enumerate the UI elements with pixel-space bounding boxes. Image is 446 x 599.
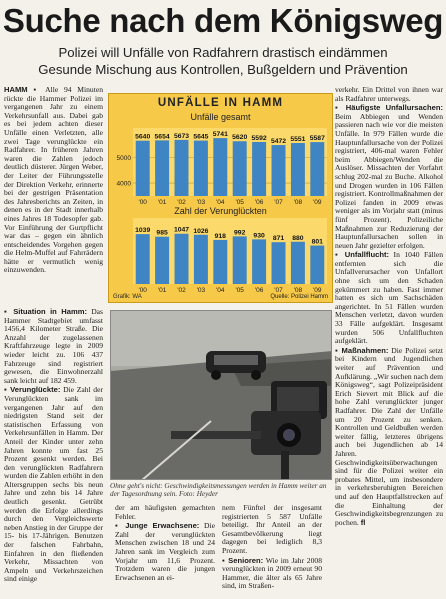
bar [175, 140, 189, 196]
x-tick-label: '01 [157, 287, 167, 294]
subheading: Junge Erwachsene: [125, 521, 200, 531]
chart-svg [109, 94, 334, 304]
paragraph: HAMM ▪ Alle 94 Minuten rückte die Hammer Polizei im vergangenen Jahr zu einem Verkehrsunfall aus. Dabei gab es bei jedem achten dieser Unfälle einen Verletzten, alle zwei Tage verunglückte ein Radfahrer. In früheren Jahren waren die Zahlen jedoch deutlich düsterer. Jürgen Weber, der Leiter der Führungsstelle der Direktion Verkehr, erinnerte bei der gestrigen Präsentation des Jahresberichts an Zeiten, in denen es in der Stadt innerhalb eines Jahres 18 Todesopfer gab. Vor Einführung der Gurtpflicht war das – gegen ein ähnlich entscheidendes Vorgehen gegen die Helm-Muffel auf Fahrrädern hätte er vermutlich wenig einzuwenden. [4, 85, 103, 275]
paragraph-text: Das Hammer Stadtgebiet umfasst 1456,4 Kilometer Straße. Die Anzahl der zugelassenen Kraftfahrzeuge legte in 2009 wieder leicht zu. 106 437 Fahrzeuge sind registriert gewesen, die Einwohnerzahl sank leicht auf 182 459. [4, 307, 103, 385]
bar-value-label: 918 [214, 232, 226, 240]
paragraph-text: In 1040 Fällen entfernten sich die Unfallverursacher von Unfallort ohne sich um den Schaden gekümmert zu haben. Fast immer hatten es sich um Sachschäden angerichtet. In 51 Fällen wurden Menschen verletzt, davon wurden 33 Fälle aufgeklärt. Insgesamt wurden 506 Unfallfluchten aufgeklärt. [335, 250, 444, 346]
subheading: Senioren: [228, 555, 264, 565]
x-tick-label: '02 [177, 287, 186, 294]
x-tick-label: '01 [157, 199, 167, 206]
paragraph: ▪ Junge Erwachsene: Die Zahl der verunglückten Menschen zwischen 18 und 24 Jahren sank im Vergleich zum Vorjahr um 11,6 Prozent. Trotzdem waren die jungen Erwachsenen an ei- [115, 521, 215, 582]
subheading: Häufigste Unfallursachen: [345, 103, 443, 113]
x-tick-label: '09 [313, 199, 322, 206]
photo-speed-camera [110, 310, 332, 480]
x-tick-label: '03 [196, 199, 206, 206]
paragraph [335, 86, 443, 103]
bar-value-label: 5645 [193, 133, 209, 141]
bar [233, 141, 247, 196]
x-tick-label: '06 [254, 199, 264, 206]
bar [310, 142, 324, 196]
bar [155, 237, 169, 284]
paragraph-text: der am häufigsten gemachten Fehler. [115, 503, 215, 521]
column-4 [335, 86, 443, 528]
bar-value-label: 871 [272, 235, 285, 243]
y-tick-label: 5000 [116, 154, 131, 162]
x-tick-label: '03 [196, 287, 206, 294]
x-tick-label: '06 [254, 287, 264, 294]
bar-value-label: 5673 [173, 132, 190, 140]
x-tick-label: '04 [216, 287, 225, 294]
bar [155, 140, 169, 196]
subheading: Verunglückte: [10, 385, 61, 395]
subheading: Maßnahmen: [341, 345, 389, 355]
bar-value-label: 1047 [173, 226, 190, 234]
chart-source: Quelle: Polizei Hamm [270, 294, 328, 300]
paragraph-text: Wie im Jahr 2008 verunglückten in 2009 erneut 90 Hammer, die älter als 65 Jahre sind, im Straßen- [222, 555, 322, 591]
bar-value-label: 5472 [270, 138, 287, 146]
paragraph-text: verkehr. Ein Drittel von ihnen war als Radfahrer unterwegs. [335, 85, 443, 103]
subhead-line-2: Gesunde Mischung aus Kontrollen, Bußgeldern und Prävention [38, 62, 408, 77]
bar [291, 143, 305, 196]
paragraph [115, 504, 215, 521]
bar-value-label: 5587 [309, 135, 325, 143]
bar-value-label: 5640 [135, 133, 151, 141]
chart-credit: Grafik: WA [113, 294, 142, 300]
paragraph-text: nem Fünftel der insgesamt registrierten 5 587 Unfälle beteiligt. Ihr Anteil an der Gesamtbevölkerung liegt dagegen bei lediglich 8,3 Prozent. [222, 503, 322, 555]
column-1 [4, 86, 103, 276]
paragraph: ▪ Häufigste Unfallursachen: Beim Abbiegen und Wenden passieren nach wie vor die meisten Unfälle. In 979 Fällen wurde die Hauptunfallursache von der Polizei registriert, 406-mal waren Fehler beim Abbiegen/Wenden die Auslöser. Missachten der Vorfahrt schlug 202-mal zu Buche. Alkohol und Drogen wurden in 106 Fällen registriert. Kontrollmaßnahmen der Polizei fanden in 2009 etwas weniger als im Vorjahr statt (minus fünf Prozent). Polizeiliche Maßnahmen zur Reduzierung der Hauptunfallursachen sollen in neuen Jahr gezielter erfolgen. [335, 103, 443, 250]
subheading: Situation in Hamm: [13, 307, 87, 316]
bar [213, 138, 227, 196]
bar [213, 240, 227, 284]
bar-value-label: 930 [253, 232, 265, 240]
paragraph: ▪ Verunglückte: Die Zahl der Verunglückten sank im vergangenen Jahr auf den niedrigsten Stand seit der statistischen Erfassung von Verkehrsunfällen in Hamm. Der Anteil der Kinder unter zehn Jahren konnte um fast 25 Prozent gesenkt werden. Bei den verunglückten Radfahrern wurden die Zahlen erhöht in den Altersgruppen sechs bis neun Jahre und zehn bis 14 Jahre deutlich gesenkt. Getrübt werden die Erfolge allerdings durch den Vergleichswerte neben Anstieg in der Gruppe der 15- bis 17-Jährigen. Benutzen der falschen Fahrbahn, Einfahren in den fließenden Verkehr, Missachten von Ampeln und Verkehrszeichen sind einige [4, 385, 103, 584]
bar-value-label: 801 [311, 238, 323, 246]
bar [233, 236, 247, 284]
bar-value-label: 5620 [232, 134, 248, 142]
chart-footer [113, 294, 328, 300]
subhead [0, 44, 446, 78]
bar [194, 141, 208, 196]
dateline: HAMM [4, 85, 28, 94]
bar-value-label: 992 [234, 229, 246, 237]
paragraph-text: Die Zahl der verunglückten Menschen zwischen 18 und 24 Jahren sank im Vergleich zum Vorjahr um 11,6 Prozent. Trotzdem waren die jungen Erwachsenen an ei- [115, 521, 215, 582]
bar [136, 234, 150, 284]
subheading: Unfallflucht: [344, 250, 390, 260]
paragraph: ▪ Senioren: Wie im Jahr 2008 verunglückten in 2009 erneut 90 Hammer, die älter als 65 Jahre sind, im Straßen- [222, 555, 322, 591]
column-2-bottom [115, 504, 215, 583]
bar [310, 246, 324, 284]
y-tick-label: 4000 [116, 180, 131, 188]
x-tick-label: '07 [274, 287, 283, 294]
bar-value-label: 5592 [251, 134, 267, 142]
x-tick-label: '04 [216, 199, 225, 206]
paragraph-text: Die Polizei setzt bei Kindern und Jugendlichen weiter auf Prävention und Aufklärung. „Wir suchen nach dem Königsweg“, sagt Polizeipräsident Erich Sievert mit Blick auf die hohe Zahl verunglückter junger Radfahrer. Die Zahl der Unfälle um 20 Prozent zu senken. Kontrollen und Geldbußen werden weiter fällig, letzteres übrigens auch bei Jugendlichen ab 14 Jahren. Geschwindigkeitsüberwachungen sind für die Polizei weiter ein probates Mittel, um insbesondere in verkehrsberuhigten Bereichen und auf den Hauptfallstrecken auf die Einhaltung der Geschwindigkeitsbegrenzungen zu pochen. [335, 345, 443, 527]
x-tick-label: '02 [177, 199, 186, 206]
accident-chart [108, 93, 333, 303]
photo-caption: Ohne geht's nicht: Geschwindigkeitsmessungen werden in Hamm weiter an der Tagesordnung sein. Foto: Heyder [110, 482, 327, 499]
author-initials: fl [360, 517, 366, 527]
x-tick-label: '05 [235, 199, 244, 206]
bar [252, 142, 266, 196]
bar [272, 145, 286, 196]
bar-value-label: 5654 [154, 133, 170, 141]
bar-value-label: 1026 [193, 227, 209, 235]
bar [291, 242, 305, 284]
photo-illustration [111, 311, 332, 480]
paragraph: ▪ Situation in Hamm: Das Hammer Stadtgebiet umfasst 1456,4 Kilometer Straße. Die Anzahl der zugelassenen Kraftfahrzeuge legte in 2009 wieder leicht zu. 106 437 Fahrzeuge sind registriert gewesen, die Einwohnerzahl sank leicht auf 182 459. [4, 307, 103, 385]
bar [252, 239, 266, 284]
bar-value-label: 985 [156, 229, 168, 237]
headline: Suche nach dem Königsweg [2, 2, 444, 39]
x-tick-label: '07 [274, 199, 283, 206]
column-3-bottom [222, 504, 322, 592]
paragraph-text: Beim Abbiegen und Wenden passieren nach wie vor die meisten Unfälle. In 979 Fällen wurde die Hauptunfallursache von der Polizei registriert, 406-mal waren Fehler beim Abbiegen/Wenden die Auslöser. Missachten der Vorfahrt schlug 202-mal zu Buche. Alkohol und Drogen wurden in 106 Fällen registriert. Kontrollmaßnahmen der Polizei fanden in 2009 etwas weniger als im Vorjahr statt (minus fünf Prozent). Polizeiliche Maßnahmen zur Reduzierung der Hauptunfallursachen sollen in neuen Jahr gezielter erfolgen. [335, 111, 443, 250]
bar [175, 234, 189, 284]
column-1-bottom [4, 308, 103, 585]
bar-value-label: 1039 [135, 227, 151, 235]
lead-text: Alle 94 Minuten rückte die Hammer Polizei im vergangenen Jahr zu einem Verkehrsunfall aus. Dabei gab es bei jedem achten dieser Unfälle einen Verletzten, alle zwei Tage verunglückte ein Radfahrer. In früheren Jahren waren die Zahlen jedoch deutlich düsterer. Jürgen Weber, der Leiter der Führungsstelle der Direktion Verkehr, erinnerte bei der gestrigen Präsentation des Jahresberichts an Zeiten, in denen es in der Stadt innerhalb eines Jahres 18 Todesopfer gab. Vor Einführung der Gurtpflicht war das – gegen ein ähnlich entscheidendes Vorgehen gegen die Helm-Muffel auf Fahrrädern hätte er vermutlich wenig einzuwenden. [4, 85, 103, 275]
paragraph [222, 504, 322, 556]
bar-value-label: 5741 [212, 131, 228, 139]
bar [136, 141, 150, 196]
bar-value-label: 5551 [290, 136, 306, 144]
x-tick-label: '05 [235, 287, 244, 294]
chart-subtitle-total: Unfälle gesamt [190, 112, 251, 122]
chart-subtitle-injured: Zahl der Verunglückten [174, 206, 267, 216]
bar-value-label: 880 [292, 234, 304, 242]
paragraph-text: Die Zahl der Verunglückten sank im vergangenen Jahr auf den niedrigsten Stand seit der statistischen Erfassung von Verkehrsunfällen in Hamm. Der Anteil der Kinder unter zehn Jahren konnte um fast 25 Prozent gesenkt werden. Bei den verunglückten Radfahrern wurden die Zahlen erhöht in den Altersgruppen sechs bis neun Jahre und zehn bis 14 Jahre deutlich gesenkt. Getrübt werden die Erfolge allerdings durch den Vergleichswerte neben Anstieg in der Gruppe der 15- bis 17-Jährigen. Benutzen der falschen Fahrbahn, Einfahren in den fließenden Verkehr, Missachten von Ampeln und Verkehrszeichen sind einige [4, 385, 103, 584]
x-tick-label: '08 [293, 287, 303, 294]
x-tick-label: '09 [313, 287, 322, 294]
bar [272, 242, 286, 284]
paragraph: ▪ Unfallflucht: In 1040 Fällen entfernten sich die Unfallverursacher von Unfallort ohne sich um den Schaden gekümmert zu haben. Fast immer hatten es sich um Sachschäden angerichtet. In 51 Fällen wurden Menschen verletzt, davon wurden 33 Fälle aufgeklärt. Insgesamt wurden 506 Unfallfluchten aufgeklärt. [335, 250, 444, 346]
chart-title: UNFÄLLE IN HAMM [157, 97, 284, 109]
paragraph: ▪ Maßnahmen: Die Polizei setzt bei Kindern und Jugendlichen weiter auf Prävention und Aufklärung. „Wir suchen nach dem Königsweg“, sagt Polizeipräsident Erich Sievert mit Blick auf die hohe Zahl verunglückter junger Radfahrer. Die Zahl der Unfälle um 20 Prozent zu senken. Kontrollen und Geldbußen werden weiter fällig, letzteres übrigens auch bei Jugendlichen ab 14 Jahren. Geschwindigkeitsüberwachungen sind für die Polizei weiter ein probates Mittel, um insbesondere in verkehrsberuhigten Bereichen und auf den Hauptfallstrecken auf die Einhaltung der Geschwindigkeitsbegrenzungen zu pochen. fl [335, 345, 443, 527]
x-tick-label: '00 [138, 199, 147, 206]
x-tick-label: '00 [138, 287, 147, 294]
subhead-line-1: Polizei will Unfälle von Radfahrern drastisch eindämmen [58, 45, 388, 60]
bar [194, 235, 208, 284]
x-tick-label: '08 [293, 199, 303, 206]
